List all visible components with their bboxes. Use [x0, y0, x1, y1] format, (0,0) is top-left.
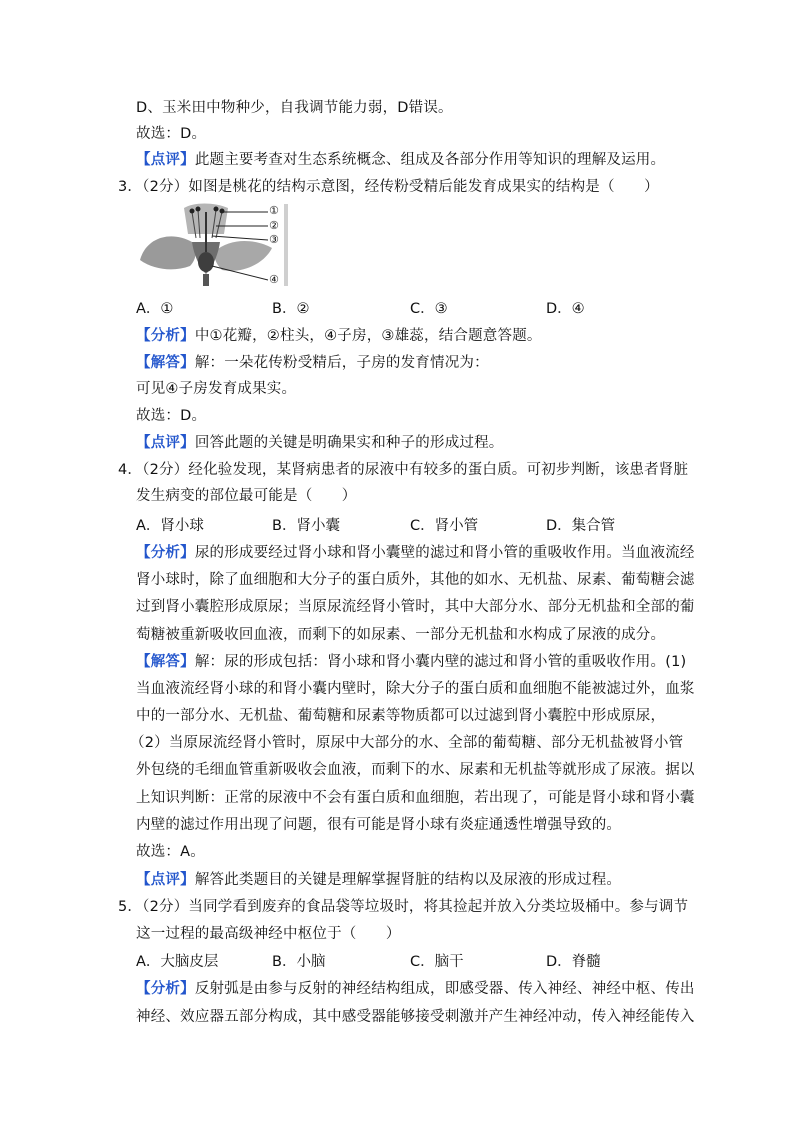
solution-tag: 【解答】: [136, 654, 195, 670]
peach-flower-illustration: [136, 198, 290, 292]
q5-analysis: [136, 979, 695, 999]
q3-option-a: A．①: [136, 301, 174, 317]
figure-label-4: ④: [269, 273, 279, 286]
q3-solution: [136, 353, 489, 373]
q2-answer: 故选：D。: [136, 126, 207, 142]
q4-solution-line-2: 当血液流经肾小球的和肾小囊内壁时，除大分子的蛋白质和血细胞不能被滤过外，血浆: [136, 681, 695, 697]
figure-label-1: ①: [269, 204, 279, 217]
comment-tag: 【点评】: [136, 152, 195, 168]
comment-text: 解答此类题目的关键是理解掌握肾脏的结构以及尿液的形成过程。: [194, 872, 622, 888]
q5-analysis-line-2: 神经、效应器五部分构成，其中感受器能够接受刺激并产生神经冲动，传入神经能传入: [136, 1009, 695, 1025]
q4-solution-line-6: 上知识判断：正常的尿液中不会有蛋白质和血细胞，若出现了，可能是肾小球和肾小囊: [136, 790, 695, 806]
comment-tag: 【点评】: [136, 435, 195, 451]
analysis-tag: 【分析】: [136, 328, 195, 344]
q4-analysis: [136, 543, 695, 563]
q3-solution-line-2: 可见④子房发育成果实。: [136, 381, 297, 397]
q4-solution-line-3: 中的一部分水、无机盐、葡萄糖和尿素等物质都可以过滤到肾小囊腔中形成原尿，: [136, 708, 666, 724]
q3-options: [136, 299, 736, 319]
figure-label-3: ③: [269, 233, 279, 246]
q4-analysis-line-3: 过到肾小囊腔形成原尿；当原尿流经肾小管时，其中大部分水、部分无机盐和全部的葡: [136, 599, 695, 615]
q4-analysis-line-4: 萄糖被重新吸收回血液，而剩下的如尿素、一部分无机盐和水构成了尿液的成分。: [136, 627, 666, 643]
peach-flower-diagram: [136, 198, 290, 292]
q5-stem-line-1: 5．（2分）当同学看到废弃的食品袋等垃圾时，将其捡起并放入分类垃圾桶中。参与调节: [118, 899, 689, 915]
q3-option-b: B．②: [272, 301, 310, 317]
q4-analysis-line-2: 肾小球时，除了血细胞和大分子的蛋白质外，其他的如水、无机盐、尿素、葡萄糖会滤: [136, 572, 695, 588]
q3-comment: [136, 433, 504, 453]
q2-option-d-explanation: D、玉米田中物种少，自我调节能力弱，D错误。: [136, 100, 453, 116]
analysis-text: 中①花瓣，②柱头，④子房，③雄蕊，结合题意答题。: [194, 328, 542, 344]
q3-option-c: C．③: [410, 301, 448, 317]
figure-label-2: ②: [269, 219, 279, 232]
q3-stem: 3．（2分）如图是桃花的结构示意图，经传粉受精后能发育成果实的结构是（ ）: [118, 179, 659, 195]
q4-option-d: D．集合管: [546, 518, 616, 534]
solution-text: 解：尿的形成包括：肾小球和肾小囊内壁的滤过和肾小管的重吸收作用。(1): [194, 654, 687, 670]
comment-tag: 【点评】: [136, 872, 195, 888]
comment-text: 回答此题的关键是明确果实和种子的形成过程。: [194, 435, 504, 451]
q4-solution-line-7: 内壁的滤过作用出现了问题，很有可能是肾小球有炎症通透性增强导致的。: [136, 817, 622, 833]
q4-option-a: A．肾小球: [136, 518, 204, 534]
q4-solution-line-5: 外包绕的毛细血管重新吸收会血液，而剩下的水、尿素和无机盐等就形成了尿液。据以: [136, 762, 695, 778]
comment-text: 此题主要考查对生态系统概念、组成及各部分作用等知识的理解及运用。: [194, 152, 666, 168]
analysis-text: 反射弧是由参与反射的神经结构组成，即感受器、传入神经、神经中枢、传出: [194, 981, 695, 997]
q3-option-d: D．④: [546, 301, 585, 317]
q4-options: [136, 516, 736, 536]
q4-solution: [136, 652, 686, 672]
q5-option-b: B．小脑: [272, 954, 326, 970]
solution-text: 解：一朵花传粉受精后，子房的发育情况为：: [194, 355, 489, 371]
q5-option-a: A．大脑皮层: [136, 954, 219, 970]
q5-option-d: D．脊髓: [546, 954, 601, 970]
q4-solution-line-4: （2）当原尿流经肾小管时，原尿中大部分的水、全部的葡萄糖、部分无机盐被肾小管: [130, 735, 684, 751]
q4-stem-line-1: 4．（2分）经化验发现，某肾病患者的尿液中有较多的蛋白质。可初步判断，该患者肾脏: [118, 462, 689, 478]
q5-option-c: C．脑干: [410, 954, 464, 970]
analysis-tag: 【分析】: [136, 545, 195, 561]
q3-analysis: [136, 326, 542, 346]
q5-options: [136, 952, 736, 972]
analysis-tag: 【分析】: [136, 981, 195, 997]
q3-answer: 故选：D。: [136, 408, 207, 424]
q4-option-c: C．肾小管: [410, 518, 479, 534]
q4-option-b: B．肾小囊: [272, 518, 340, 534]
q2-comment: [136, 150, 665, 170]
q4-comment: [136, 870, 621, 890]
analysis-text: 尿的形成要经过肾小球和肾小囊壁的滤过和肾小管的重吸收作用。当血液流经: [194, 545, 695, 561]
solution-tag: 【解答】: [136, 355, 195, 371]
q5-stem-line-2: 这一过程的最高级神经中枢位于（ ）: [136, 926, 401, 942]
q4-stem-line-2: 发生病变的部位最可能是（ ）: [136, 488, 357, 504]
q4-answer: 故选：A。: [136, 844, 205, 860]
